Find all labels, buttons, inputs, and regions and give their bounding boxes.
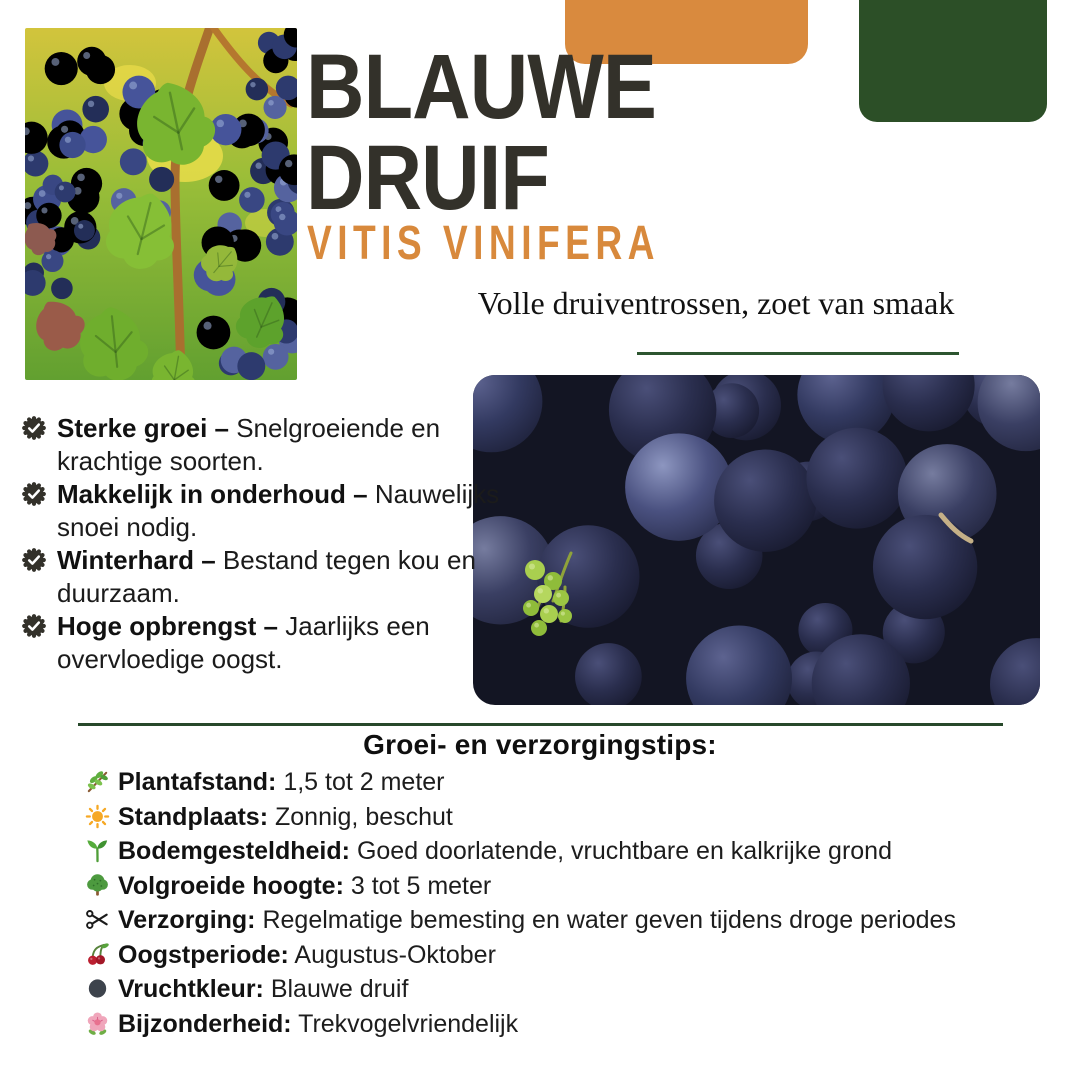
blossom-icon <box>84 1010 111 1037</box>
tip-value: Blauwe druif <box>270 975 409 1003</box>
feature-item <box>22 412 502 478</box>
check-badge-icon <box>22 416 46 440</box>
feature-title: Winterhard – <box>57 545 216 575</box>
seedling-icon <box>84 837 111 864</box>
feature-text: Nauwelijks snoei nodig. <box>57 479 500 542</box>
tips-heading: Groei- en verzorgingstips: <box>363 729 717 760</box>
tips-list <box>84 765 1004 1041</box>
title-line-1: BLAUWE <box>306 36 656 138</box>
sun-icon <box>84 803 111 830</box>
tip-label: Volgroeide hoogte: <box>118 871 344 900</box>
check-badge-icon <box>22 482 46 506</box>
green-accent-rect <box>859 0 1047 122</box>
tip-value: Trekvogelvriendelijk <box>298 1009 519 1038</box>
feature-title: Hoge opbrengst – <box>57 611 279 641</box>
feature-item <box>22 610 502 676</box>
tip-label: Verzorging: <box>118 906 256 934</box>
tip-label: Standplaats: <box>118 802 269 831</box>
tip-label: Vruchtkleur: <box>118 975 264 1003</box>
fruit-color-icon <box>84 975 111 1002</box>
check-badge-icon <box>22 614 46 638</box>
feature-text: Bestand tegen kou en duurzaam. <box>57 545 476 608</box>
herb-icon <box>84 768 111 795</box>
tree-icon <box>84 872 111 899</box>
feature-item <box>22 544 502 610</box>
latin-name: VITIS VINIFERA <box>307 217 660 270</box>
tagline: Volle druiventrossen, zoet van smaak <box>477 285 955 321</box>
tip-label: Oogstperiode: <box>118 940 289 969</box>
feature-text: Jaarlijks een overvloedige oogst. <box>57 611 430 674</box>
tip-item <box>84 800 1004 835</box>
tip-item <box>84 1007 1004 1042</box>
check-badge-icon <box>22 548 46 572</box>
grape-vine-photo <box>25 28 297 380</box>
tip-value: Zonnig, beschut <box>274 802 453 831</box>
tip-item <box>84 903 1004 938</box>
tip-item <box>84 869 1004 904</box>
scissors-icon <box>84 906 111 933</box>
tip-label: Bijzonderheid: <box>118 1009 292 1038</box>
tip-item <box>84 765 1004 800</box>
tip-value: 1,5 tot 2 meter <box>283 768 445 796</box>
tip-item <box>84 938 1004 973</box>
tagline-underline <box>637 352 959 355</box>
tip-value: 3 tot 5 meter <box>350 871 492 900</box>
grapes-closeup-photo <box>473 375 1040 705</box>
tip-value: Augustus-Oktober <box>294 940 496 969</box>
feature-item <box>22 478 502 544</box>
tip-item <box>84 834 1004 869</box>
feature-title: Makkelijk in onderhoud – <box>57 479 368 509</box>
tip-value: Goed doorlatende, vruchtbare en kalkrijke grond <box>356 837 892 865</box>
tip-value: Regelmatige bemesting en water geven tijdens droge periodes <box>262 906 956 934</box>
feature-list <box>22 412 502 676</box>
tip-item <box>84 972 1004 1007</box>
feature-text: Snelgroeiende en krachtige soorten. <box>57 413 441 476</box>
cherries-icon <box>84 941 111 968</box>
feature-title: Sterke groei – <box>57 413 229 443</box>
tips-divider <box>78 723 1003 726</box>
page-title <box>306 36 656 229</box>
tip-label: Bodemgesteldheid: <box>118 837 350 865</box>
tip-label: Plantafstand: <box>118 768 277 796</box>
title-line-2: DRUIF <box>306 127 549 229</box>
